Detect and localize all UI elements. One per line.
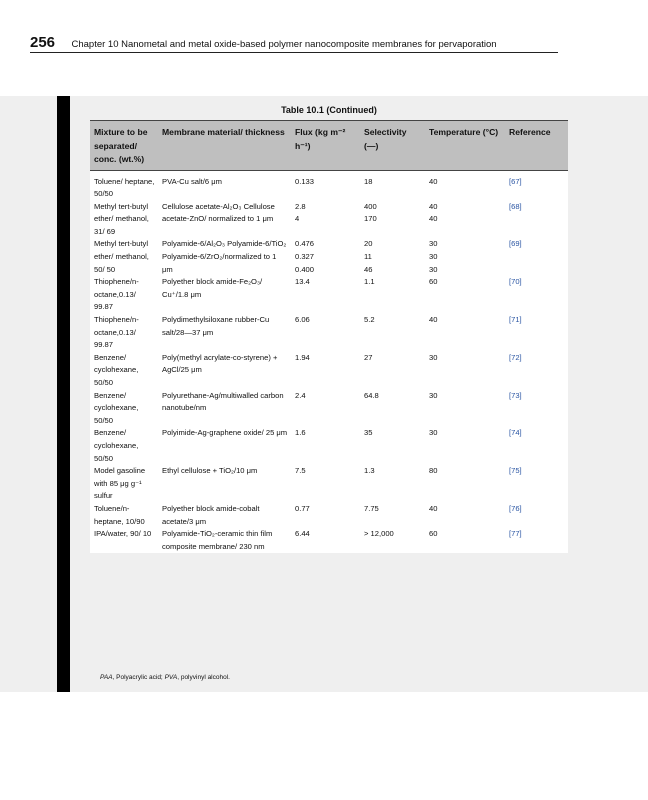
cell-flux: 6.44	[295, 529, 310, 539]
cell-mixture: Benzene/ cyclohexane, 50/50	[94, 352, 139, 387]
column-header-reference: Reference	[505, 121, 568, 170]
cell-flux: 2.4	[295, 390, 306, 400]
column-header-flux: Flux (kg m⁻² h⁻¹)	[291, 121, 360, 170]
cell-temperature: 30	[429, 428, 438, 438]
cell-selectivity: 20 11 46	[364, 239, 373, 274]
cell-mixture: Model gasoline with 85 μg g⁻¹ sulfur	[94, 466, 146, 501]
table-row	[90, 276, 568, 314]
cell-membrane: Cellulose acetate-Al₂O₃ Cellulose acetate-ZnO/ normalized to 1 μm	[162, 201, 275, 224]
cell-selectivity: > 12,000	[364, 529, 394, 539]
data-table	[90, 121, 568, 553]
cell-temperature: 30	[429, 352, 438, 362]
cell-reference[interactable]: [70]	[509, 277, 522, 287]
cell-reference[interactable]: [71]	[509, 315, 522, 325]
cell-membrane: Ethyl cellulose + TiO₂/10 μm	[162, 466, 258, 476]
cell-selectivity: 1.3	[364, 466, 375, 476]
cell-reference[interactable]: [74]	[509, 428, 522, 438]
chapter-title: Chapter 10 Nanometal and metal oxide-based polymer nanocomposite membranes for pervaporation	[71, 39, 497, 50]
cell-flux: 0.133	[295, 176, 315, 186]
cell-membrane: Polydimethylsiloxane rubber-Cu salt/28—37 μm	[162, 315, 270, 337]
left-margin-bar	[57, 96, 70, 692]
table-caption: Table 10.1 (Continued)	[281, 105, 377, 115]
cell-temperature: 60	[429, 529, 438, 539]
footnote-paa-text: , Polyacrylic acid;	[112, 674, 165, 681]
cell-membrane: Polyurethane-Ag/multiwalled carbon nanotube/nm	[162, 390, 284, 413]
cell-membrane: PVA-Cu salt/6 μm	[162, 176, 222, 186]
cell-temperature: 30	[429, 390, 438, 400]
table-row	[90, 314, 568, 352]
footnote-pva-abbr: PVA	[164, 674, 178, 681]
column-header-temperature: Temperature (°C)	[425, 121, 505, 170]
cell-mixture: Benzene/ cyclohexane, 50/50	[94, 390, 139, 425]
table-container	[90, 120, 568, 553]
cell-reference[interactable]: [67]	[509, 176, 522, 186]
cell-temperature: 80	[429, 466, 438, 476]
cell-membrane: Polyimide-Ag-graphene oxide/ 25 μm	[162, 428, 288, 438]
cell-mixture: Thiophene/n-octane,0.13/ 99.87	[94, 315, 139, 350]
cell-flux: 6.06	[295, 315, 310, 325]
cell-reference[interactable]: [68]	[509, 201, 522, 211]
cell-flux: 0.476 0.327 0.400	[295, 239, 315, 274]
running-head	[30, 34, 630, 54]
cell-flux: 7.5	[295, 466, 306, 476]
cell-temperature: 40	[429, 503, 438, 513]
cell-selectivity: 5.2	[364, 315, 375, 325]
cell-selectivity: 64.8	[364, 390, 379, 400]
cell-selectivity: 18	[364, 176, 373, 186]
cell-membrane: Polyether block amide-Fe₂O₃/ Cu⁺/1.8 μm	[162, 277, 263, 299]
table-row	[90, 201, 568, 239]
cell-membrane: Polyether block amide-cobalt acetate/3 μm	[162, 503, 260, 526]
cell-mixture: Methyl tert-butyl ether/ methanol, 31/ 69	[94, 201, 149, 236]
cell-mixture: Toluene/ heptane, 50/50	[94, 176, 155, 199]
table-body	[90, 170, 568, 553]
cell-temperature: 60	[429, 277, 438, 287]
cell-reference[interactable]: [73]	[509, 390, 522, 400]
cell-selectivity: 400 170	[364, 201, 377, 224]
cell-selectivity: 7.75	[364, 503, 379, 513]
page-number: 256	[30, 34, 56, 51]
footnote-pva-text: , polyvinyl alcohol.	[177, 674, 230, 681]
table-row	[90, 238, 568, 276]
table-row	[90, 528, 568, 553]
table-row	[90, 427, 568, 465]
table-footnote	[100, 674, 230, 681]
cell-selectivity: 1.1	[364, 277, 375, 287]
cell-reference[interactable]: [72]	[509, 352, 522, 362]
cell-mixture: Toluene/n-heptane, 10/90	[94, 503, 145, 526]
cell-mixture: Benzene/ cyclohexane, 50/50	[94, 428, 139, 463]
cell-temperature: 30 30 30	[429, 239, 438, 274]
table-row	[90, 352, 568, 390]
table-row	[90, 503, 568, 528]
cell-mixture: IPA/water, 90/ 10	[94, 529, 152, 539]
cell-temperature: 40 40	[429, 201, 438, 224]
cell-membrane: Polyamide-TiO₂-ceramic thin film composite membrane/ 230 nm	[162, 529, 273, 551]
cell-reference[interactable]: [69]	[509, 239, 522, 249]
cell-reference[interactable]: [75]	[509, 466, 522, 476]
cell-flux: 2.8 4	[295, 201, 306, 224]
table-row	[90, 170, 568, 201]
table-row	[90, 465, 568, 503]
cell-selectivity: 35	[364, 428, 373, 438]
cell-membrane: Polyamide-6/Al₂O₃ Polyamide-6/TiO₂ Polyamide-6/ZrO₂/normalized to 1 μm	[162, 239, 287, 274]
cell-temperature: 40	[429, 176, 438, 186]
cell-reference[interactable]: [77]	[509, 529, 522, 539]
cell-selectivity: 27	[364, 352, 373, 362]
column-header-mixture: Mixture to be separated/ conc. (wt.%)	[90, 121, 158, 170]
cell-membrane: Poly(methyl acrylate-co-styrene) + AgCl/25 μm	[162, 352, 278, 375]
table-row	[90, 390, 568, 428]
cell-mixture: Methyl tert-butyl ether/ methanol, 50/ 50	[94, 239, 149, 274]
cell-flux: 1.6	[295, 428, 306, 438]
cell-flux: 0.77	[295, 503, 310, 513]
header-rule	[30, 52, 558, 53]
cell-temperature: 40	[429, 315, 438, 325]
cell-reference[interactable]: [76]	[509, 503, 522, 513]
footnote-paa-abbr: PAA	[100, 674, 113, 681]
column-header-membrane: Membrane material/ thickness	[158, 121, 291, 170]
cell-mixture: Thiophene/n-octane,0.13/ 99.87	[94, 277, 139, 312]
table-header-row	[90, 121, 568, 170]
cell-flux: 1.94	[295, 352, 310, 362]
column-header-selectivity: Selectivity (—)	[360, 121, 425, 170]
cell-flux: 13.4	[295, 277, 310, 287]
